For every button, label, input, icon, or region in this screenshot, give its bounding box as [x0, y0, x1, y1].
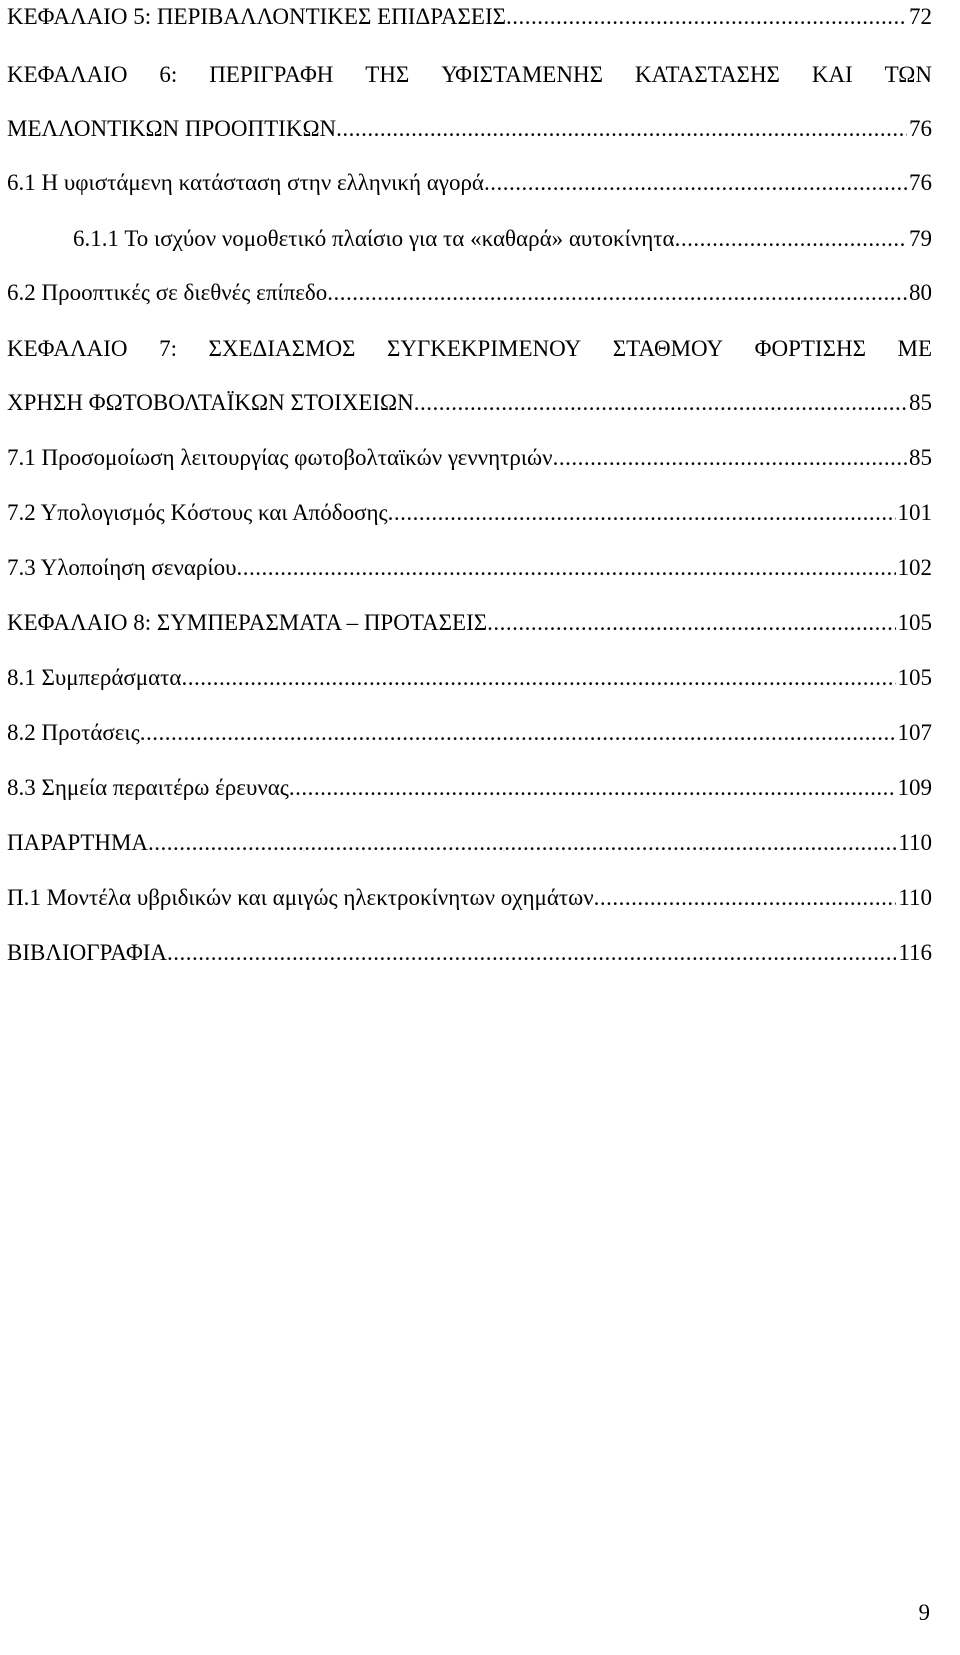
toc-entry-title: 7.2 Υπολογισμός Κόστους και Απόδοσης: [7, 500, 388, 525]
toc-entry-section-8-2[interactable]: [7, 718, 932, 748]
toc-entry-page: 109: [897, 775, 932, 800]
toc-entry-title: ΠΑΡΑΡΤΗΜΑ: [7, 830, 149, 855]
toc-leader-dots: [327, 278, 907, 308]
toc-word: ΤΗΣ: [365, 62, 410, 87]
toc-leader-dots: [487, 608, 895, 638]
toc-entry-page: 116: [898, 940, 932, 965]
toc-entry-page: 102: [897, 555, 932, 580]
toc-leader-dots: [140, 718, 896, 748]
toc-entry-section-6-2[interactable]: [7, 278, 932, 308]
toc-leader-dots: [236, 553, 895, 583]
toc-entry-page: 85: [909, 445, 932, 470]
toc-word: ΚΕΦΑΛΑΙΟ: [7, 336, 128, 361]
toc-leader-dots: [594, 883, 897, 913]
toc-entry-bibliography[interactable]: [7, 938, 932, 968]
toc-entry-title: 6.1.1 Το ισχύον νομοθετικό πλαίσιο για τα «καθαρά» αυτοκίνητα: [73, 226, 675, 251]
toc-entry-section-7-3[interactable]: [7, 553, 932, 583]
toc-entry-page: 105: [897, 665, 932, 690]
toc-entry-section-8-1[interactable]: [7, 663, 932, 693]
toc-leader-dots: [289, 773, 896, 803]
toc-word: 6:: [159, 62, 178, 87]
toc-leader-dots: [167, 938, 896, 968]
toc-entry-title: Π.1 Μοντέλα υβριδικών και αμιγώς ηλεκτροκίνητων οχημάτων: [7, 885, 594, 910]
toc-word: ΚΑΙ: [811, 62, 853, 87]
toc-entry-title: ΜΕΛΛΟΝΤΙΚΩΝ ΠΡΟΟΠΤΙΚΩΝ: [7, 116, 337, 141]
toc-word: ΚΕΦΑΛΑΙΟ: [7, 62, 128, 87]
toc-entry-title: 8.1 Συμπεράσματα: [7, 665, 182, 690]
toc-entry-chapter-7-line-1[interactable]: [7, 334, 932, 364]
toc-word: ΜΕ: [897, 336, 932, 361]
table-of-contents: [7, 2, 932, 968]
toc-entry-section-8-3[interactable]: [7, 773, 932, 803]
toc-word: ΠΕΡΙΓΡΑΦΗ: [209, 62, 334, 87]
toc-entry-page: 85: [909, 390, 932, 415]
toc-entry-title: 7.3 Υλοποίηση σεναρίου: [7, 555, 237, 580]
toc-leader-dots: [675, 224, 907, 254]
toc-entry-chapter-5[interactable]: [7, 2, 932, 32]
toc-leader-dots: [484, 168, 907, 198]
toc-entry-page: 80: [909, 280, 932, 305]
toc-word: ΥΦΙΣΤΑΜΕΝΗΣ: [441, 62, 603, 87]
toc-entry-title: 7.1 Προσομοίωση λειτουργίας φωτοβολταϊκών γεννητριών: [7, 445, 553, 470]
toc-entry-title: 6.2 Προοπτικές σε διεθνές επίπεδο: [7, 280, 328, 305]
toc-entry-page: 107: [897, 720, 932, 745]
toc-word: ΦΟΡΤΙΣΗΣ: [754, 336, 866, 361]
toc-word: ΚΑΤΑΣΤΑΣΗΣ: [634, 62, 780, 87]
toc-entry-title: 8.3 Σημεία περαιτέρω έρευνας: [7, 775, 289, 800]
toc-leader-dots: [388, 498, 896, 528]
toc-leader-dots: [336, 114, 907, 144]
toc-word: ΣΥΓΚΕΚΡΙΜΕΝΟΥ: [386, 336, 582, 361]
toc-entry-section-6-1[interactable]: [7, 168, 932, 198]
toc-entry-appendix[interactable]: [7, 828, 932, 858]
toc-word: ΣΤΑΘΜΟΥ: [612, 336, 724, 361]
toc-leader-dots: [181, 663, 895, 693]
toc-entry-title: ΧΡΗΣΗ ΦΩΤΟΒΟΛΤΑΪΚΩΝ ΣΤΟΙΧΕΙΩΝ: [7, 390, 414, 415]
toc-entry-title: 6.1 Η υφιστάμενη κατάσταση στην ελληνική αγορά: [7, 170, 484, 195]
toc-entry-page: 76: [909, 170, 932, 195]
toc-entry-chapter-6-line-1[interactable]: [7, 60, 932, 90]
toc-entry-page: 72: [909, 4, 932, 29]
toc-entry-title: ΚΕΦΑΛΑΙΟ 5: ΠΕΡΙΒΑΛΛΟΝΤΙΚΕΣ ΕΠΙΔΡΑΣΕΙΣ: [7, 4, 507, 29]
toc-entry-chapter-8[interactable]: [7, 608, 932, 638]
toc-entry-section-7-2[interactable]: [7, 498, 932, 528]
toc-word: ΤΩΝ: [884, 62, 932, 87]
toc-leader-dots: [553, 443, 907, 473]
toc-leader-dots: [148, 828, 896, 858]
toc-entry-page: 76: [909, 116, 932, 141]
toc-entry-title: ΚΕΦΑΛΑΙΟ 8: ΣΥΜΠΕΡΑΣΜΑΤΑ – ΠΡΟΤΑΣΕΙΣ: [7, 610, 488, 635]
toc-entry-chapter-6-line-2[interactable]: [7, 114, 932, 144]
toc-entry-section-6-1-1[interactable]: [7, 224, 932, 254]
toc-entry-page: 110: [898, 830, 932, 855]
toc-word: ΣΧΕΔΙΑΣΜΟΣ: [208, 336, 356, 361]
toc-word: 7:: [159, 336, 177, 361]
toc-entry-title: 8.2 Προτάσεις: [7, 720, 140, 745]
toc-entry-page: 105: [897, 610, 932, 635]
page-number: 9: [918, 1600, 930, 1625]
toc-entry-page: 110: [898, 885, 932, 910]
toc-entry-appendix-1[interactable]: [7, 883, 932, 913]
toc-entry-section-7-1[interactable]: [7, 443, 932, 473]
toc-entry-page: 79: [909, 226, 932, 251]
toc-leader-dots: [414, 388, 907, 418]
toc-entry-title: ΒΙΒΛΙΟΓΡΑΦΙΑ: [7, 940, 168, 965]
toc-leader-dots: [506, 2, 907, 32]
toc-entry-page: 101: [897, 500, 932, 525]
toc-entry-chapter-7-line-2[interactable]: [7, 388, 932, 418]
